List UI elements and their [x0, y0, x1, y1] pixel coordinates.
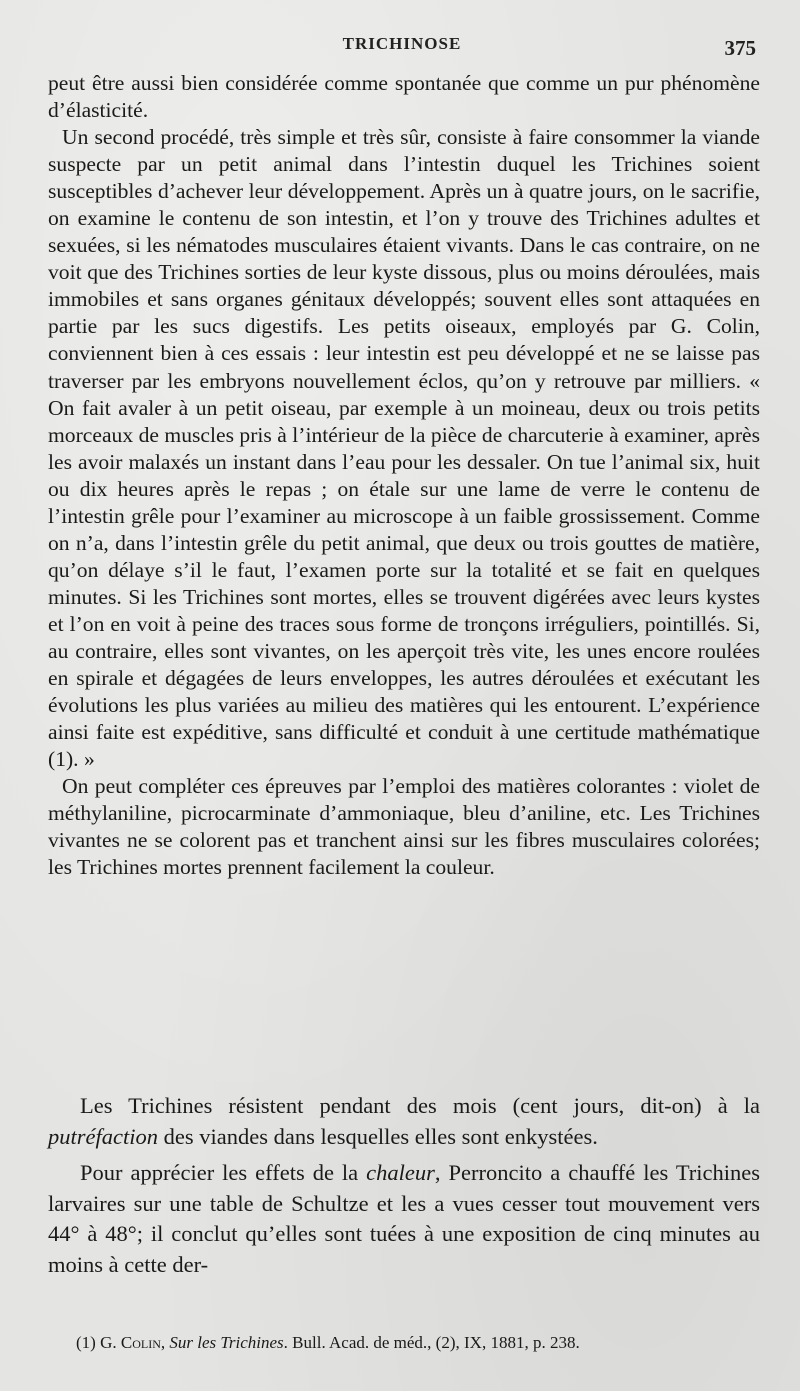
footnote: [76, 1332, 760, 1354]
paragraph-staining: On peut compléter ces épreuves par l’emploi des matières colorantes : violet de méthylaniline, picrocarminate d’ammoniaque, bleu d’aniline, etc. Les Trichines vivantes ne se colorent pas et tranchent ainsi sur les fibres musculaires colorées; les Trichines mortes prennent facilement la couleur.: [48, 774, 760, 880]
text-segment: Pour apprécier les effets de la: [80, 1160, 367, 1185]
paragraph-second-method: Un second procédé, très simple et très sûr, consiste à faire consommer la viande suspecte par un petit animal dans l’intestin duquel les Trichines soient susceptibles d’achever leur développement. Après un à quatre jours, on le sacrifie, on examine le contenu de son intestin, et l’on y trouve des Trichines adultes et sexuées, si les nématodes musculaires étaient vivants. Dans le cas contraire, on ne voit que des Trichines sorties de leur kyste dissous, plus ou moins déroulées, mais immobiles et sans organes génitaux développés; souvent elles sont attaquées en partie par les sucs digestifs. Les petits oiseaux, employés par G. Colin, conviennent bien à ces essais : leur intestin est peu développé et ne se laisse pas traverser par les embryons nouvellement éclos, qu’on y retrouve par milliers. « On fait avaler à un petit oiseau, par exemple à un moineau, deux ou trois petits morceaux de muscles pris à l’intérieur de la pièce de charcuterie à examiner, après les avoir malaxés un instant dans l’eau pour les dessaler. On tue l’animal six, huit ou dix heures après le repas ; on étale sur une lame de verre le contenu de l’intestin grêle pour l’examiner au microscope à un faible grossissement. Comme on n’a, dans l’intestin grêle du petit animal, que deux ou trois gouttes de matière, qu’on délaye s’il le faut, l’examen porte sur la totalité et se fait en quelques minutes. Si les Trichines sont mortes, elles se trouvent digérées avec leurs kystes et l’on en voit à peine des traces sous forme de tronçons irréguliers, pointillés. Si, au contraire, elles sont vivantes, on les aperçoit très vite, les unes encore roulées en spirale et dégagées de leurs enveloppes, les autres déroulées et exécutant les évolutions les plus variées au milieu des matières qui les entourent. L’expérience ainsi faite est expéditive, sans difficulté et conduit à une certitude mathématique (1). »: [48, 125, 760, 772]
text-segment: Les Trichines résistent pendant des mois (cent jours, dit-on) à la: [80, 1093, 760, 1118]
secondary-text-block: [48, 1091, 760, 1280]
emphasis-putrefaction: putréfaction: [48, 1123, 158, 1149]
paragraph-continuation: peut être aussi bien considérée comme spontanée que comme un pur phénomène d’élasticité.: [48, 71, 760, 123]
footnote-author: Colin: [120, 1333, 161, 1352]
footnote-marker: (1) G.: [76, 1333, 121, 1352]
page-number: 375: [724, 36, 756, 60]
text-segment: des viandes dans lesquelles elles sont enkystées.: [157, 1123, 598, 1149]
running-head: [48, 34, 756, 58]
main-text-block: [48, 70, 760, 881]
emphasis-chaleur: chaleur: [366, 1160, 435, 1185]
footnote-separator: ,: [160, 1333, 170, 1352]
footnote-reference: . Bull. Acad. de méd., (2), IX, 1881, p. 238.: [283, 1333, 580, 1352]
running-title: TRICHINOSE: [342, 34, 462, 53]
paragraph-heat: [48, 1158, 760, 1280]
text-segment: , Perroncito a chauffé les Trichines larvaires sur une table de Schultze et les a vues cesser tout mouvement vers 44° à 48°; il conclut qu’elles sont tuées à une exposition de cinq minutes au moins à cette der-: [48, 1160, 761, 1277]
paragraph-putrefaction: [48, 1091, 760, 1152]
footnote-title: Sur les Trichines: [169, 1333, 284, 1352]
